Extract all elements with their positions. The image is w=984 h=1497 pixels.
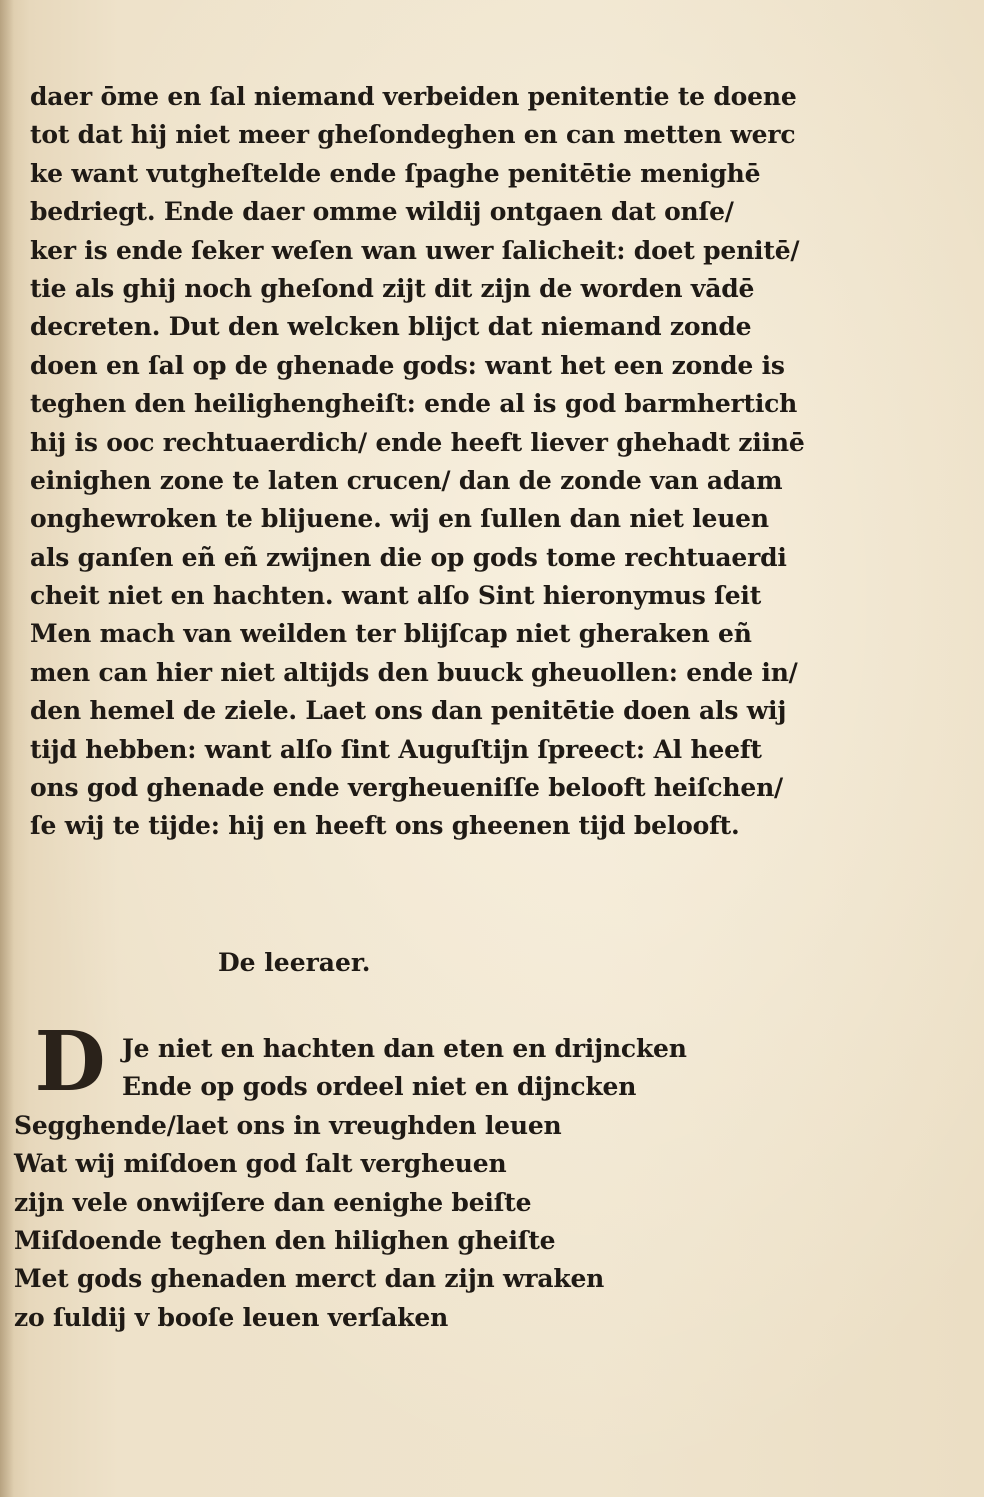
verse-line: Je niet en hachten dan eten en drijncken <box>122 1034 687 1063</box>
body-line: bedriegt. Ende daer omme wildij ontgaen dat onſe/ <box>30 197 734 227</box>
verse-line: Segghende/laet ons in vreughden leuen <box>14 1110 562 1140</box>
body-line: ker is ende ſeker weſen wan uwer ſalicheit: doet penitē/ <box>30 235 800 265</box>
body-line: einighen zone te laten crucen/ dan de zonde van adam <box>30 465 783 495</box>
body-line: Men mach van weilden ter blijſcap niet gheraken eñ <box>30 619 752 649</box>
body-line: ke want vutgheſtelde ende ſpaghe penitētie menighē <box>30 158 761 188</box>
verse-line: Miſdoende teghen den hilighen gheiſte <box>14 1225 556 1255</box>
body-line: tie als ghij noch gheſond zijt dit zijn de worden vādē <box>30 273 755 303</box>
body-line: teghen den heilighengheiſt: ende al is god barmhertich <box>30 389 798 419</box>
body-line: daer ōme en ſal niemand verbeiden penitentie te doene <box>30 82 797 111</box>
verse-line: Wat wij miſdoen god ſalt vergheuen <box>14 1149 507 1179</box>
verse-line: zo ſuldij v booſe leuen verſaken <box>14 1302 449 1332</box>
body-line: tijd hebben: want alſo ſint Auguſtijn ſpreect: Al heeft <box>30 734 762 764</box>
body-line: onghewroken te blijuene. wij en ſullen dan niet leuen <box>30 504 769 534</box>
body-text <box>30 78 805 846</box>
verse-line: zijn vele onwijſere dan eenighe beiſte <box>14 1187 532 1217</box>
verse-line: Ende op gods ordeel niet en dijncken <box>122 1072 637 1102</box>
body-line: tot dat hij niet meer gheſondeghen en can metten werc <box>30 120 796 150</box>
section-heading: De leeraer. <box>218 948 371 977</box>
decorated-initial: D <box>34 1014 106 1110</box>
body-line: ſe wij te tijde: hij en heeft ons gheenen tijd belooft. <box>30 811 740 841</box>
verse-text <box>14 1030 714 1337</box>
body-line: hij is ooc rechtuaerdich/ ende heeft liever ghehadt ziinē <box>30 427 805 457</box>
body-line: cheit niet en hachten. want alſo Sint hieronymus ſeit <box>30 581 762 611</box>
verse-line: Met gods ghenaden merct dan zijn wraken <box>14 1264 605 1294</box>
body-line: doen en ſal op de ghenade gods: want het een zonde is <box>30 350 785 380</box>
body-line: als ganſen eñ eñ zwijnen die op gods tome rechtuaerdi <box>30 542 787 572</box>
body-line: ons god ghenade ende vergheueniſſe belooft heiſchen/ <box>30 773 783 803</box>
gutter-shadow <box>0 0 14 1497</box>
body-line: men can hier niet altijds den buuck gheuollen: ende in/ <box>30 657 798 687</box>
body-line: decreten. Dut den welcken blijct dat niemand zonde <box>30 312 752 342</box>
body-line: den hemel de ziele. Laet ons dan penitētie doen als wij <box>30 696 787 726</box>
